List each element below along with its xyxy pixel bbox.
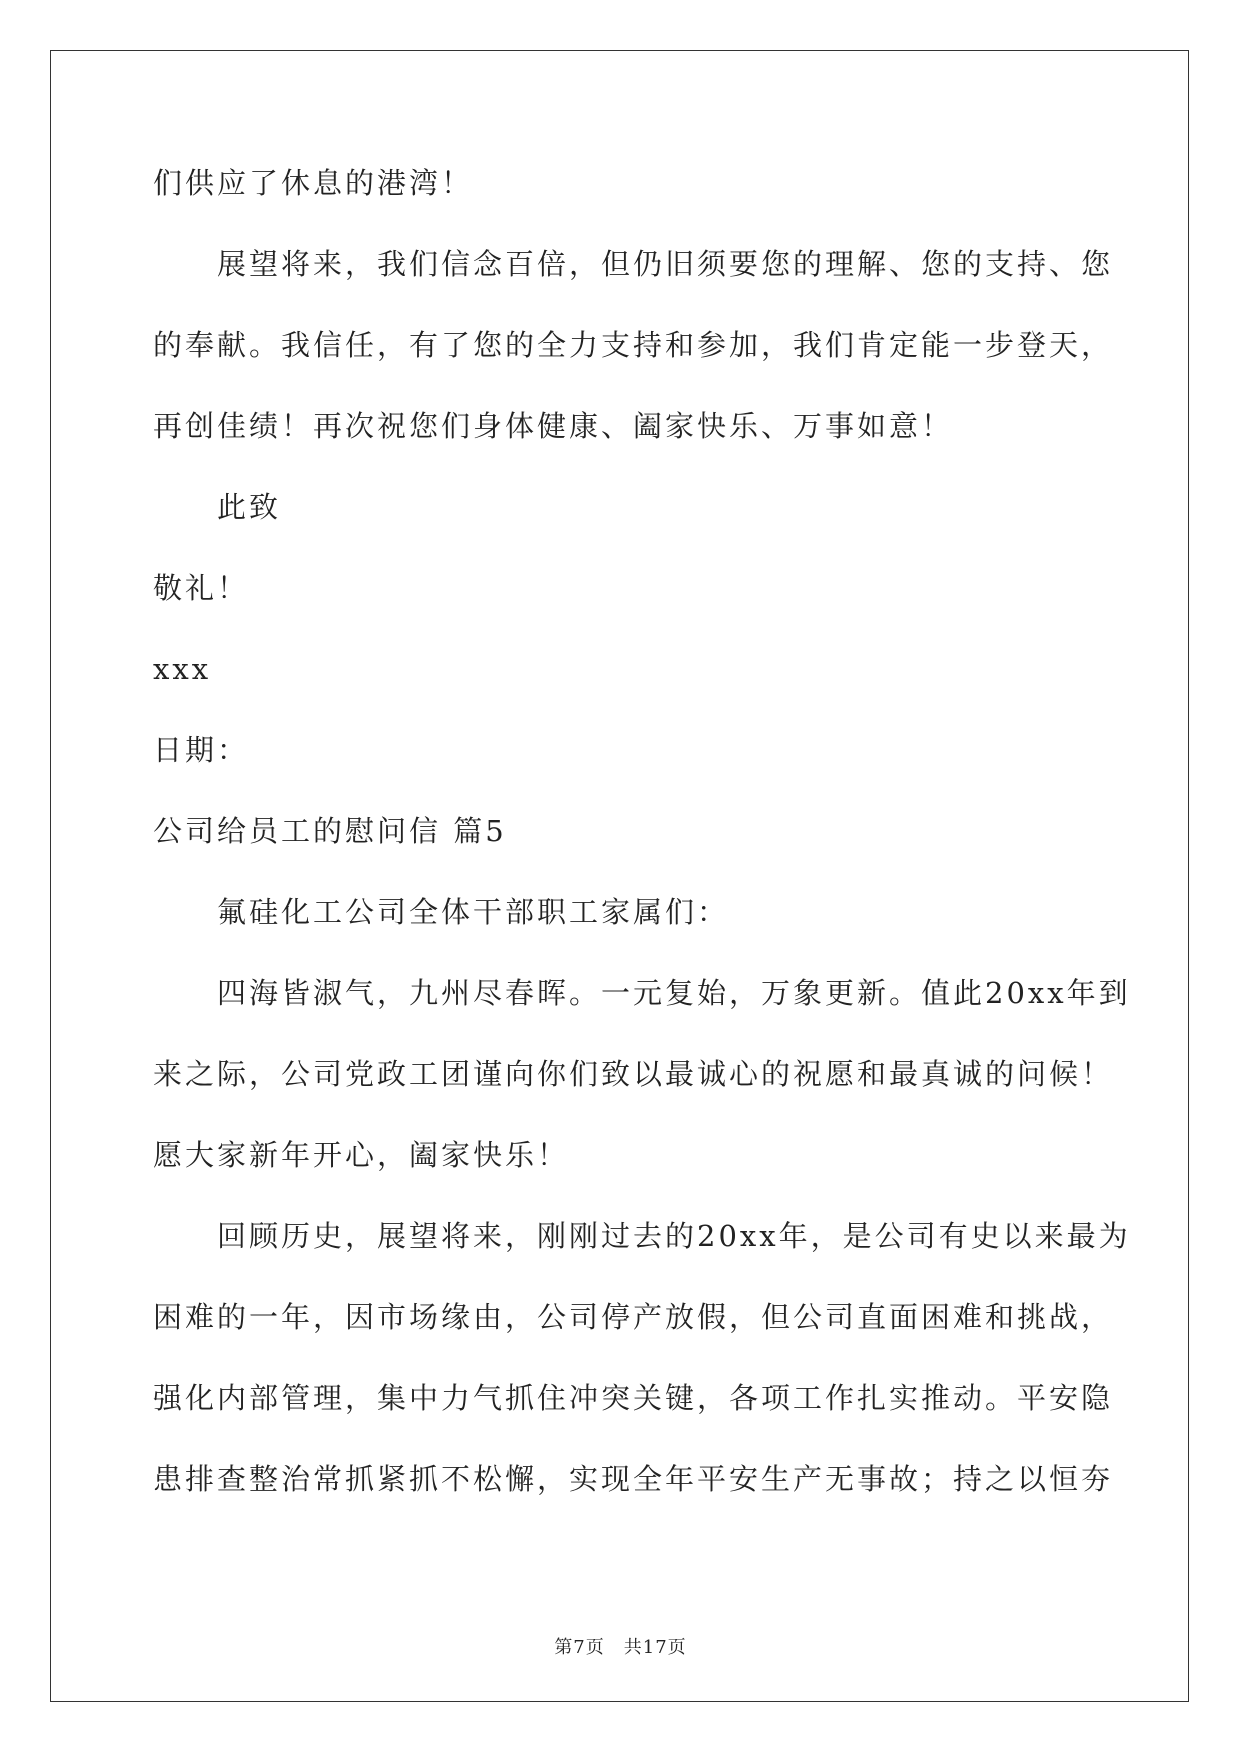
text-line: 四海皆淑气，九州尽春晖。一元复始，万象更新。值此20xx年到 bbox=[217, 976, 1131, 1010]
text-line: 困难的一年，因市场缘由，公司停产放假，但公司直面困难和挑战， bbox=[153, 1300, 1114, 1334]
text-line: 患排查整治常抓紧抓不松懈，实现全年平安生产无事故；持之以恒夯 bbox=[153, 1462, 1114, 1496]
date-line: 日期： bbox=[153, 733, 250, 767]
recipient-line: 氟硅化工公司全体干部职工家属们： bbox=[217, 895, 730, 929]
text-line: 强化内部管理，集中力气抓住冲突关键，各项工作扎实推动。平安隐 bbox=[153, 1381, 1114, 1415]
text-line: 来之际，公司党政工团谨向你们致以最诚心的祝愿和最真诚的问候！ bbox=[153, 1057, 1114, 1091]
closing-line: 敬礼！ bbox=[153, 571, 250, 605]
document-body bbox=[153, 158, 1131, 1535]
page-number-footer: 第7页 共17页 bbox=[554, 1637, 687, 1658]
text-line: 回顾历史，展望将来，刚刚过去的20xx年，是公司有史以来最为 bbox=[217, 1219, 1131, 1253]
signature-line: xxx bbox=[153, 652, 212, 686]
text-line: 的奉献。我信任，有了您的全力支持和参加，我们肯定能一步登天， bbox=[153, 328, 1114, 362]
text-line: 再创佳绩！再次祝您们身体健康、阖家快乐、万事如意！ bbox=[153, 409, 954, 443]
text-line: 们供应了休息的港湾！ bbox=[153, 166, 474, 200]
text-line: 愿大家新年开心，阖家快乐！ bbox=[153, 1138, 570, 1172]
text-line: 展望将来，我们信念百倍，但仍旧须要您的理解、您的支持、您 bbox=[217, 247, 1114, 281]
section-heading: 公司给员工的慰问信 篇5 bbox=[153, 814, 507, 848]
salutation-line: 此致 bbox=[217, 490, 282, 524]
